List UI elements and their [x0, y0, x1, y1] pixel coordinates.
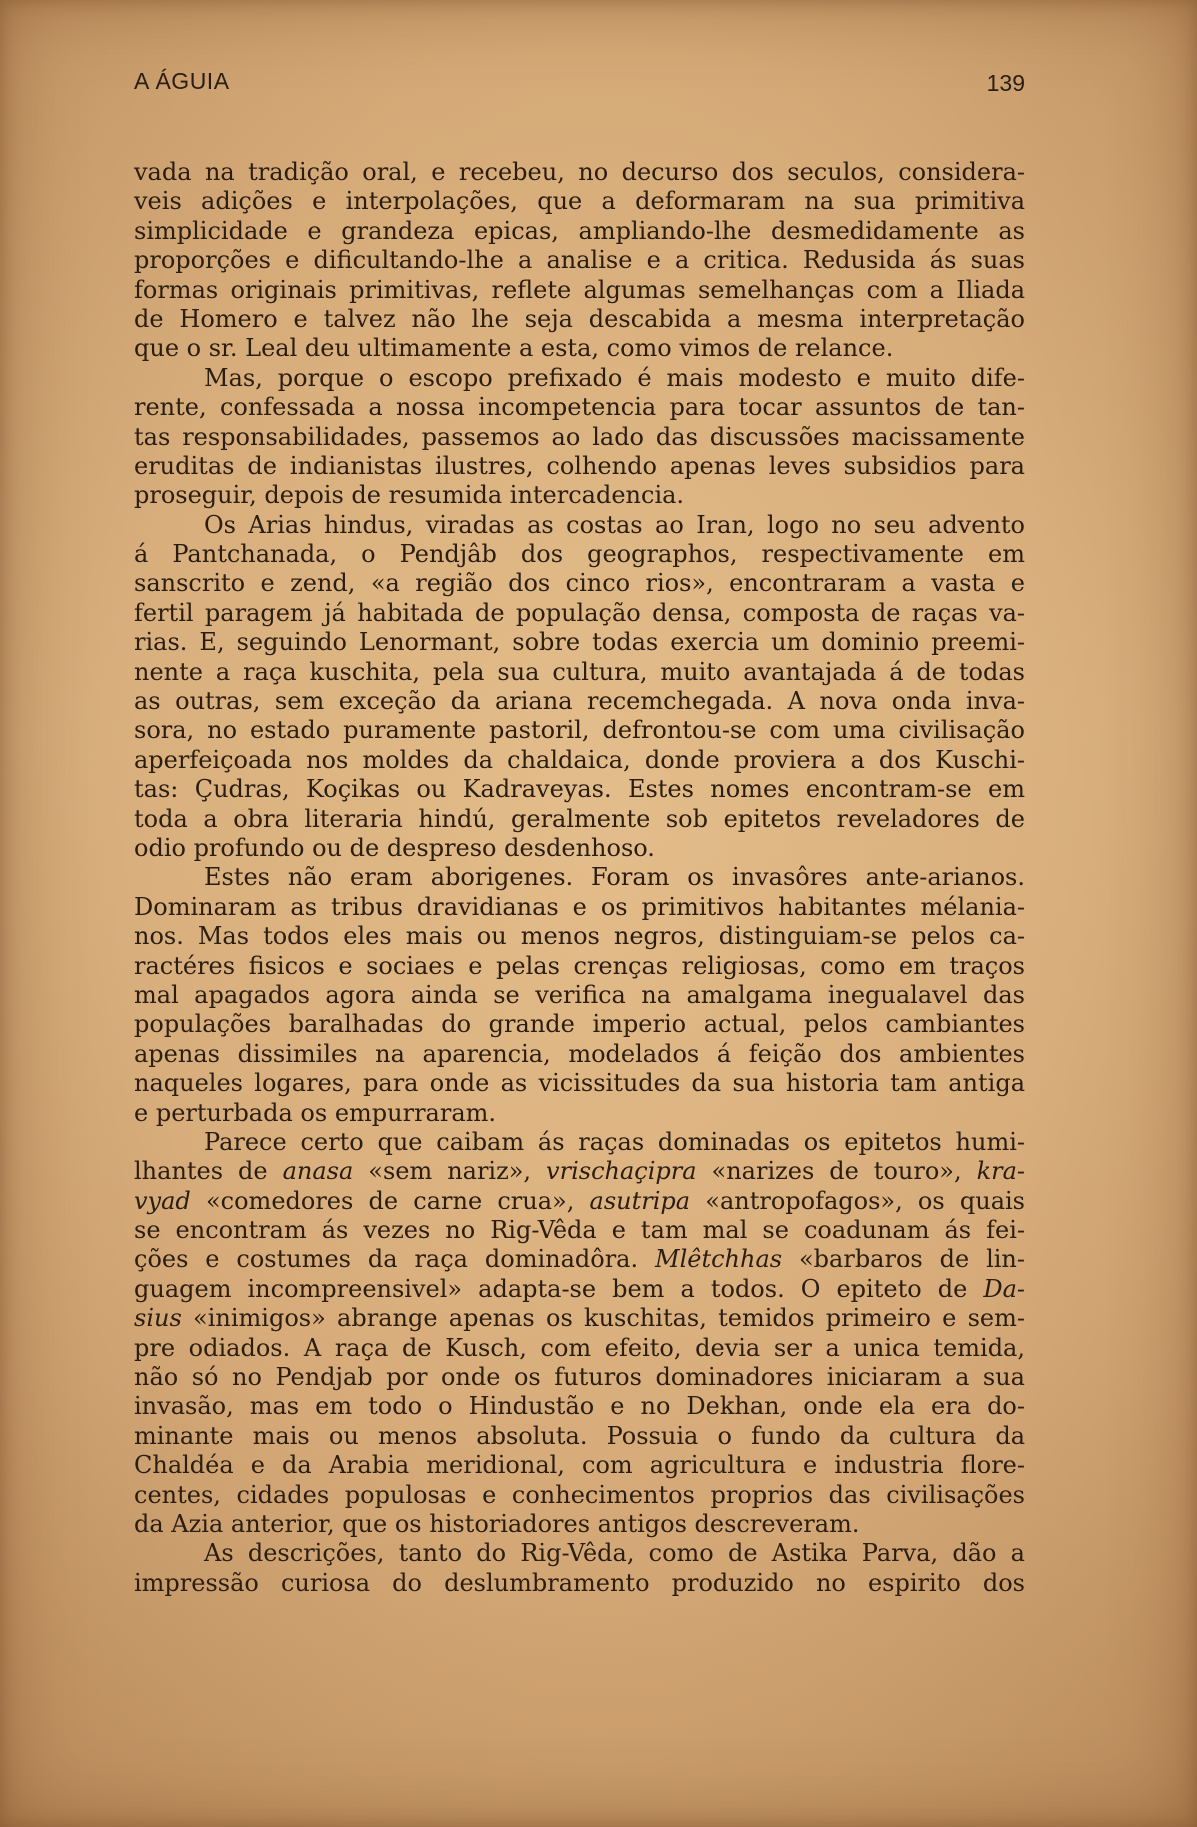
text-line: centes, cidades populosas e conhecimentos proprios das civilisações	[134, 1480, 1025, 1509]
text-run: «sem nariz»,	[353, 1157, 547, 1186]
text-line: formas originais primitivas, reflete algumas semelhanças com a Iliada	[134, 275, 1025, 304]
text-line: odio profundo ou de despreso desdenhoso.	[134, 833, 655, 862]
text-line: de Homero e talvez não lhe seja descabida a mesma interpretação	[134, 304, 1025, 333]
text-run: «narizes de touro»,	[696, 1157, 977, 1186]
text-line: apenas dissimiles na aparencia, modelados á feição dos ambientes	[134, 1039, 1025, 1068]
text-line	[134, 1245, 1025, 1274]
text-run: lhantes de	[134, 1157, 283, 1186]
text-line: naqueles logares, para onde as vicissitudes da sua historia tam antiga	[134, 1069, 1025, 1098]
text-line: pre odiados. A raça de Kusch, com efeito, devia ser a unica temida,	[134, 1333, 1025, 1362]
page-number: 139	[986, 70, 1025, 96]
text-line: que o sr. Leal deu ultimamente a esta, como vimos de relance.	[134, 334, 894, 363]
text-line: sanscrito e zend, «a região dos cinco rios», encontraram a vasta e	[134, 569, 1025, 598]
italic-term: kra-	[976, 1157, 1025, 1186]
text-line: á Pantchanada, o Pendjâb dos geographos, respectivamente em	[134, 540, 1025, 569]
text-line	[134, 1275, 1025, 1304]
text-line: toda a obra literaria hindú, geralmente sob epitetos reveladores de	[134, 804, 1025, 833]
text-line: ractéres fisicos e sociaes e pelas crenças religiosas, como em traços	[134, 951, 1025, 980]
text-line: Estes não eram aborigenes. Foram os invasôres ante-arianos.	[204, 863, 1025, 892]
text-line: tas: Çudras, Koçikas ou Kadraveyas. Estes nomes encontram-se em	[134, 775, 1025, 804]
body-text	[134, 158, 1025, 1598]
text-run: ções e costumes da raça dominadôra.	[134, 1245, 656, 1274]
text-line: rente, confessada a nossa incompetencia para tocar assuntos de tan-	[134, 393, 1025, 422]
text-line: rias. E, seguindo Lenormant, sobre todas exercia um dominio preemi-	[134, 628, 1025, 657]
page-header	[134, 68, 1025, 108]
text-line: Chaldéa e da Arabia meridional, com agricultura e industria flore-	[134, 1451, 1025, 1480]
italic-term: Mlêtchhas	[655, 1245, 783, 1274]
text-line: Mas, porque o escopo prefixado é mais modesto e muito dife-	[204, 363, 1025, 392]
text-line: as outras, sem exceção da ariana recemchegada. A nova onda inva-	[134, 687, 1025, 716]
text-line: da Azia anterior, que os historiadores antigos descreveram.	[134, 1509, 860, 1538]
italic-term: anasa	[282, 1157, 354, 1186]
text-line: fertil paragem já habitada de população densa, composta de raças va-	[134, 598, 1025, 627]
text-line: minante mais ou menos absoluta. Possuia o fundo da cultura da	[134, 1421, 1025, 1450]
text-line	[134, 1304, 1025, 1333]
text-line: proseguir, depois de resumida intercadencia.	[134, 481, 685, 510]
text-line: nos. Mas todos eles mais ou menos negros, distinguiam-se pelos ca-	[134, 922, 1025, 951]
text-line: proporções e dificultando-lhe a analise e a critica. Redusida ás suas	[134, 246, 1025, 275]
text-line: se encontram ás vezes no Rig-Vêda e tam mal se coadunam ás fei-	[134, 1216, 1025, 1245]
text-run: «comedores de carne crua»,	[190, 1186, 590, 1215]
text-line: As descrições, tanto do Rig-Vêda, como de Astika Parva, dão a	[204, 1539, 1025, 1568]
text-line: eruditas de indianistas ilustres, colhendo apenas leves subsidios para	[134, 451, 1025, 480]
text-line: Parece certo que caibam ás raças dominadas os epitetos humi-	[204, 1127, 1025, 1156]
text-line: vada na tradição oral, e recebeu, no decurso dos seculos, considera-	[134, 158, 1025, 186]
text-line	[134, 1157, 1025, 1186]
text-line: simplicidade e grandeza epicas, ampliando-lhe desmedidamente as	[134, 216, 1025, 245]
text-line: populações baralhadas do grande imperio actual, pelos cambiantes	[134, 1010, 1025, 1039]
text-line: mal apagados agora ainda se verifica na amalgama inegualavel das	[134, 980, 1025, 1009]
text-line	[134, 1187, 1025, 1216]
italic-term: asutripa	[589, 1186, 691, 1215]
italic-term: vyad	[134, 1186, 191, 1215]
text-run: «barbaros de lin-	[782, 1245, 1025, 1274]
text-line: nente a raça kuschita, pela sua cultura, muito avantajada á de todas	[134, 657, 1025, 686]
running-title: A ÁGUIA	[134, 68, 230, 94]
text-line: impressão curiosa do deslumbramento produzido no espirito dos	[134, 1568, 1025, 1597]
italic-term: sius	[134, 1304, 182, 1333]
text-line: não só no Pendjab por onde os futuros dominadores iniciaram a sua	[134, 1363, 1025, 1392]
text-line: Dominaram as tribus dravidianas e os primitivos habitantes mélania-	[134, 892, 1025, 921]
text-run: guagem incompreensivel» adapta-se bem a todos. O epiteto de	[134, 1274, 984, 1303]
italic-term: Da-	[983, 1274, 1025, 1303]
text-line: invasão, mas em todo o Hindustão e no Dekhan, onde ela era do-	[134, 1392, 1025, 1421]
text-line: veis adições e interpolações, que a deformaram na sua primitiva	[134, 187, 1025, 216]
text-line: aperfeiçoada nos moldes da chaldaica, donde proviera a dos Kuschi-	[134, 745, 1025, 774]
text-line: e perturbada os empurraram.	[134, 1098, 497, 1127]
text-run: «inimigos» abrange apenas os kuschitas, temidos primeiro e sem-	[181, 1304, 1025, 1333]
text-run: «antropofagos», os quais	[690, 1186, 1025, 1215]
text-line: tas responsabilidades, passemos ao lado das discussões macissamente	[134, 422, 1025, 451]
italic-term: vrischaçipra	[546, 1157, 697, 1186]
text-line: sora, no estado puramente pastoril, defrontou-se com uma civilisação	[134, 716, 1025, 745]
text-line: Os Arias hindus, viradas as costas ao Iran, logo no seu advento	[204, 510, 1025, 539]
